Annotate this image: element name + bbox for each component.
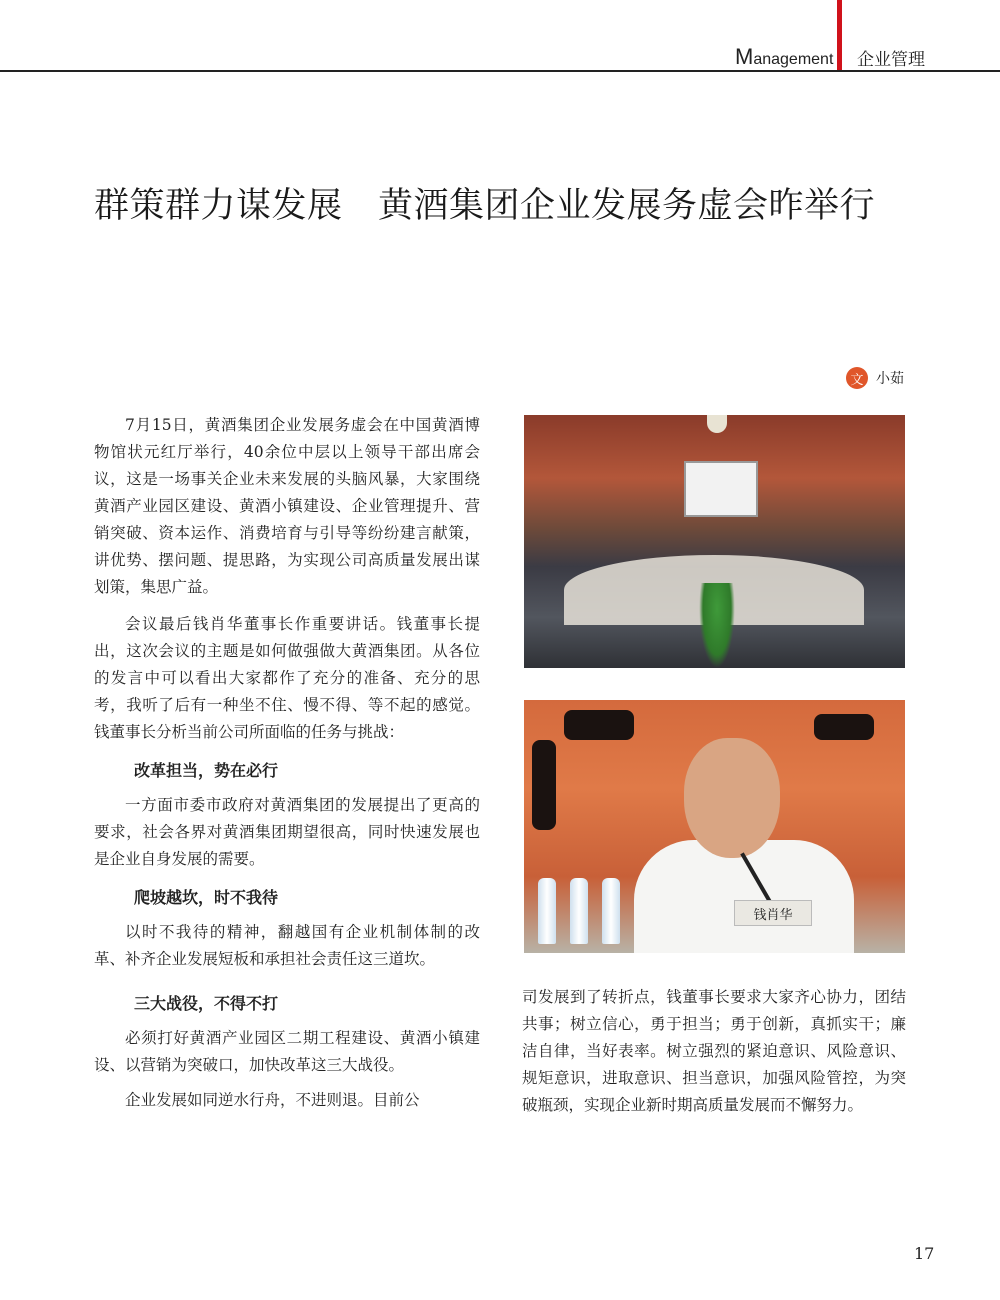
nameplate: 钱肖华	[734, 900, 812, 926]
speaker-face	[684, 738, 780, 858]
author-name: 小茹	[876, 371, 904, 387]
water-bottle	[602, 878, 620, 944]
plant	[699, 583, 735, 668]
calligraphy-stroke	[814, 714, 874, 740]
paragraph: 以时不我待的精神，翻越国有企业机制体制的改革、补齐企业发展短板和承担社会责任这三道坎。	[94, 923, 480, 968]
paragraph: 企业发展如同逆水行舟，不进则退。目前公	[125, 1091, 420, 1109]
meeting-room-photo	[524, 415, 905, 668]
water-bottle	[570, 878, 588, 944]
paragraph: 必须打好黄酒产业园区二期工程建设、黄酒小镇建设、以营销为突破口，加快改革这三大战役。	[94, 1029, 480, 1074]
paragraph: 7月15日，黄酒集团企业发展务虚会在中国黄酒博物馆状元红厅举行，40余位中层以上领导干部出席会议，这是一场事关企业未来发展的头脑风暴，大家围绕黄酒产业园区建设、黄酒小镇建设、企业管理提升、营销突破、资本运作、消费培育与引导等纷纷建言献策，讲优势、摆问题、提思路，为实现公司高质量发展出谋划策，集思广益。	[94, 416, 480, 596]
ceiling-lamp	[707, 415, 727, 433]
header-red-bar	[837, 0, 842, 72]
subheading: 改革担当，势在必行	[134, 761, 279, 780]
page-number: 17	[914, 1244, 935, 1263]
section-label-en: Management	[735, 44, 834, 69]
paragraph: 会议最后钱肖华董事长作重要讲话。钱董事长提出，这次会议的主题是如何做强做大黄酒集团。从各位的发言中可以看出大家都作了充分的准备、充分的思考，我听了后有一种坐不住、慢不得、等不起的感觉。钱董事长分析当前公司所面临的任务与挑战：	[94, 615, 480, 741]
calligraphy-stroke	[532, 740, 556, 830]
left-column	[94, 412, 480, 1114]
paragraph: 一方面市委市政府对黄酒集团的发展提出了更高的要求，社会各界对黄酒集团期望很高，同时快速发展也是企业自身发展的需要。	[94, 796, 480, 868]
article-title: 群策群力谋发展 黄酒集团企业发展务虚会昨举行	[94, 186, 876, 226]
byline-badge: 文	[846, 367, 868, 389]
calligraphy-stroke	[564, 710, 634, 740]
chairman-speaking-photo	[524, 700, 905, 953]
header-rule	[0, 70, 1000, 72]
subheading: 三大战役，不得不打	[134, 994, 279, 1013]
water-bottle	[538, 878, 556, 944]
byline	[846, 367, 904, 389]
section-label-cn: 企业管理	[857, 50, 925, 70]
right-column	[522, 984, 906, 1119]
paragraph: 司发展到了转折点，钱董事长要求大家齐心协力，团结共事；树立信心，勇于担当；勇于创新，真抓实干；廉洁自律，当好表率。树立强烈的紧迫意识、风险意识、规矩意识，进取意识、担当意识，加强风险管控，为突破瓶颈，实现企业新时期高质量发展而不懈努力。	[522, 988, 906, 1114]
subheading: 爬坡越坎，时不我待	[134, 888, 279, 907]
projection-screen	[684, 461, 758, 517]
